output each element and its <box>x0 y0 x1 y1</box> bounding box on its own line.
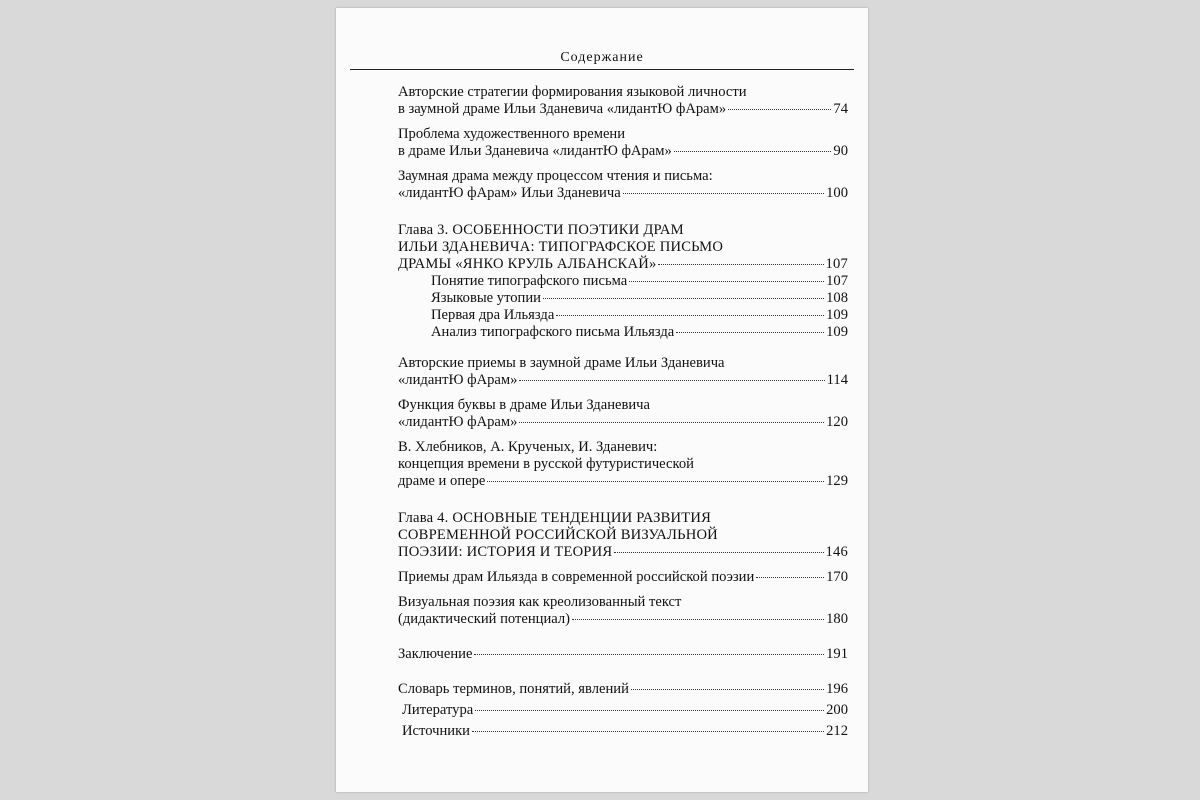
toc-page-number: 108 <box>826 290 848 306</box>
toc-entry-text: Функция буквы в драме Ильи Зданевича <box>398 397 650 413</box>
toc-entry-text: «лидантЮ фАрам» Ильи Зданевича <box>398 185 621 201</box>
leader-dots <box>658 264 823 265</box>
toc-entry[interactable] <box>398 168 848 202</box>
toc-entry-text: В. Хлебников, А. Крученых, И. Зданевич: <box>398 439 658 455</box>
toc-entry[interactable] <box>398 126 848 160</box>
toc-subentry[interactable] <box>398 307 848 324</box>
toc-entry-text: драме и опере <box>398 473 486 489</box>
toc-entry-text: концепция времени в русской футуристической <box>398 456 694 472</box>
leader-dots <box>543 298 824 299</box>
toc-entry-text: Словарь терминов, понятий, явлений <box>398 681 629 697</box>
leader-dots <box>519 422 824 423</box>
header-divider <box>350 69 854 70</box>
toc-entry-text: ПОЭЗИИ: ИСТОРИЯ И ТЕОРИЯ <box>398 544 613 560</box>
toc-page-number: 146 <box>825 544 848 560</box>
toc-entry-text: Авторские приемы в заумной драме Ильи Зданевича <box>398 355 725 371</box>
toc-subentry[interactable] <box>398 273 848 290</box>
toc-entry-text: «лидантЮ фАрам» <box>398 414 518 430</box>
toc-entry-text: Глава 3. ОСОБЕННОСТИ ПОЭТИКИ ДРАМ <box>398 222 684 238</box>
toc-subentry[interactable] <box>398 324 848 341</box>
toc-page-number: 212 <box>826 723 848 739</box>
toc-entry-text: ИЛЬИ ЗДАНЕВИЧА: ТИПОГРАФСКОЕ ПИСЬМО <box>398 239 724 255</box>
toc-entry[interactable] <box>398 84 848 118</box>
toc-page-number: 200 <box>826 702 848 718</box>
toc-entry-text: Приемы драм Ильязда в современной российской поэзии <box>398 569 755 585</box>
leader-dots <box>756 577 824 578</box>
table-of-contents <box>398 84 848 740</box>
toc-page-number: 129 <box>826 473 848 489</box>
toc-entry-text: Визуальная поэзия как креолизованный текст <box>398 594 682 610</box>
toc-entry-text: Первая дра Ильязда <box>431 307 555 323</box>
toc-entry-text: «лидантЮ фАрам» <box>398 372 518 388</box>
toc-entry-text: Литература <box>402 702 474 718</box>
toc-entry-text: Источники <box>402 723 470 739</box>
toc-entry[interactable] <box>398 355 848 389</box>
toc-entry-text: Заумная драма между процессом чтения и письма: <box>398 168 713 184</box>
page-title: Содержание <box>560 50 644 65</box>
leader-dots <box>472 731 824 732</box>
leader-dots <box>519 380 824 381</box>
toc-page-number: 191 <box>826 646 848 662</box>
toc-chapter[interactable] <box>398 222 848 273</box>
leader-dots <box>728 109 831 110</box>
leader-dots <box>631 689 824 690</box>
toc-entry[interactable] <box>398 569 848 586</box>
toc-entry-text: в драме Ильи Зданевича «лидантЮ фАрам» <box>398 143 672 159</box>
toc-entry[interactable] <box>398 702 848 719</box>
toc-entry[interactable] <box>398 397 848 431</box>
toc-page-number: 90 <box>833 143 848 159</box>
toc-page-number: 74 <box>833 101 848 117</box>
leader-dots <box>676 332 824 333</box>
toc-entry-text: Проблема художественного времени <box>398 126 626 142</box>
toc-entry-text: ДРАМЫ «ЯНКО КРУЛЬ АЛБАНСКАЙ» <box>398 256 657 272</box>
toc-entry-text: Анализ типографского письма Ильязда <box>431 324 675 340</box>
toc-page-number: 109 <box>826 307 848 323</box>
toc-entry[interactable] <box>398 646 848 663</box>
leader-dots <box>629 281 824 282</box>
toc-entry-text: СОВРЕМЕННОЙ РОССИЙСКОЙ ВИЗУАЛЬНОЙ <box>398 527 718 543</box>
toc-page-number: 100 <box>826 185 848 201</box>
toc-page-number: 109 <box>826 324 848 340</box>
toc-entry-text: в заумной драме Ильи Зданевича «лидантЮ фАрам» <box>398 101 727 117</box>
toc-entry-text: Понятие типографского письма <box>431 273 628 289</box>
toc-entry[interactable] <box>398 594 848 628</box>
leader-dots <box>556 315 824 316</box>
document-page <box>336 8 868 792</box>
toc-page-number: 107 <box>826 273 848 289</box>
leader-dots <box>475 710 824 711</box>
leader-dots <box>614 552 823 553</box>
toc-chapter[interactable] <box>398 510 848 561</box>
leader-dots <box>474 654 824 655</box>
leader-dots <box>674 151 832 152</box>
toc-page-number: 120 <box>826 414 848 430</box>
toc-entry[interactable] <box>398 439 848 490</box>
toc-page-number: 196 <box>826 681 848 697</box>
toc-entry-text: (дидактический потенциал) <box>398 611 571 627</box>
toc-entry-text: Заключение <box>398 646 473 662</box>
toc-page-number: 180 <box>826 611 848 627</box>
toc-entry-text: Глава 4. ОСНОВНЫЕ ТЕНДЕНЦИИ РАЗВИТИЯ <box>398 510 712 526</box>
toc-page-number: 107 <box>825 256 848 272</box>
toc-page-number: 114 <box>826 372 848 388</box>
toc-entry[interactable] <box>398 681 848 698</box>
toc-entry-text: Языковые утопии <box>431 290 541 306</box>
leader-dots <box>572 619 824 620</box>
toc-subentry[interactable] <box>398 290 848 307</box>
leader-dots <box>487 481 824 482</box>
toc-page-number: 170 <box>826 569 848 585</box>
toc-entry[interactable] <box>398 723 848 740</box>
toc-entry-text: Авторские стратегии формирования языковой личности <box>398 84 747 100</box>
leader-dots <box>623 193 824 194</box>
